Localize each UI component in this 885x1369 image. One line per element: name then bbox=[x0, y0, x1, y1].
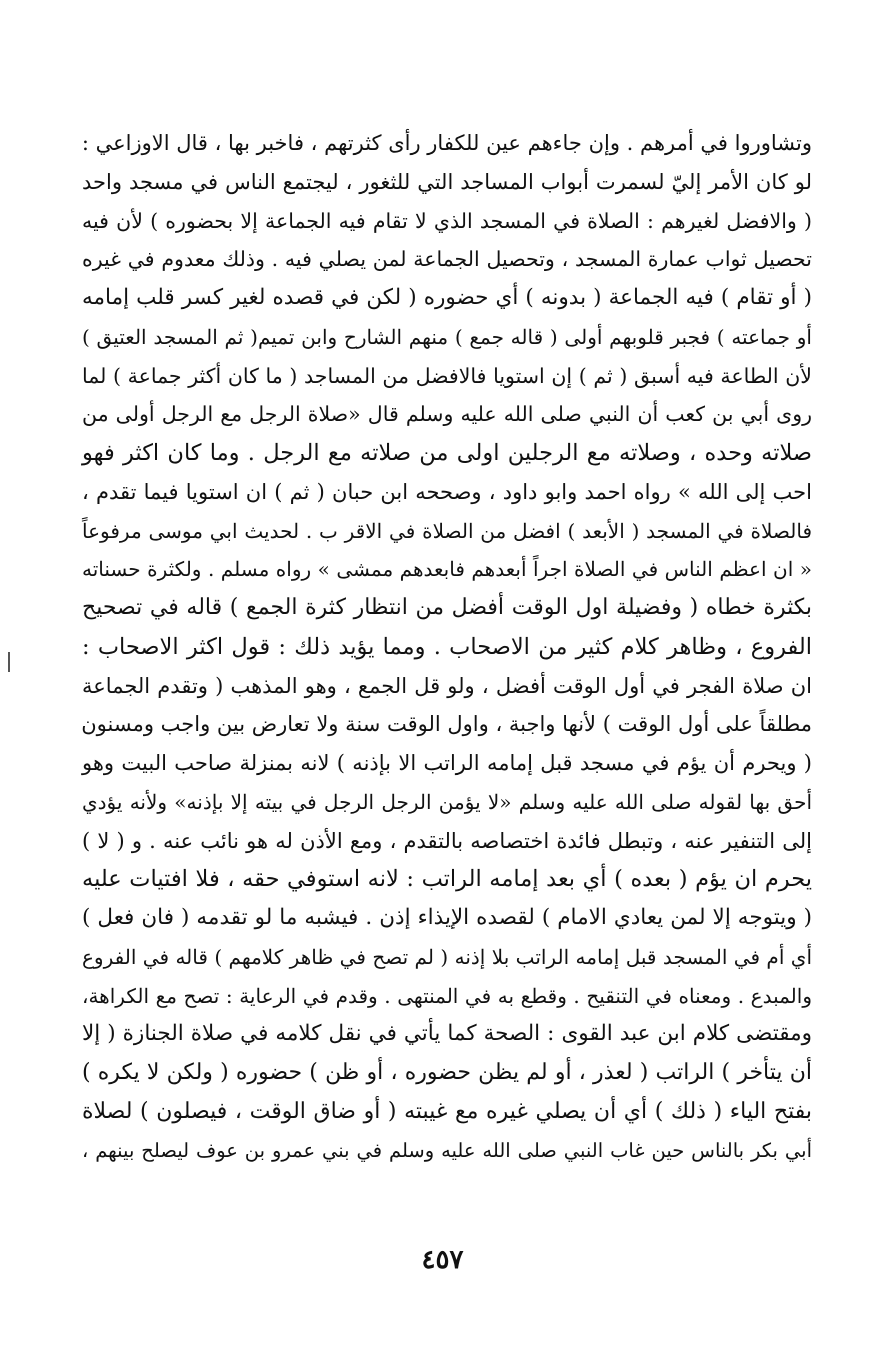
text-line: الفروع ، وظاهر كلام كثير من الاصحاب . ومما يؤيد ذلك : قول اكثر الاصحاب : bbox=[82, 633, 812, 660]
text-line: صلاته وحده ، وصلاته مع الرجلين اولى من صلاته مع الرجل . وما كان اكثر فهو bbox=[82, 440, 812, 466]
text-line: أو جماعته ) فجبر قلوبهم أولى ( قاله جمع ) منهم الشارح وابن تميم( ثم المسجد العتيق ) bbox=[82, 324, 812, 349]
text-line: تحصيل ثواب عمارة المسجد ، وتحصيل الجماعة لمن يصلي فيه . وذلك معدوم في غيره bbox=[82, 247, 812, 272]
text-line: يحرم ان يؤم ( بعده ) أي بعد إمامه الراتب : لانه استوفي حقه ، فلا افتيات عليه bbox=[82, 866, 812, 893]
text-line: روى أبي بن كعب أن النبي صلى الله عليه وسلم قال «صلاة الرجل مع الرجل أولى من bbox=[82, 402, 812, 427]
text-line: فالصلاة في المسجد ( الأبعد ) افضل من الصلاة في الاقر ب . لحديث ابي موسى مرفوعاً bbox=[82, 518, 812, 543]
text-line: مطلقاً على أول الوقت ) لأنها واجبة ، واول الوقت سنة ولا تعارض بين واجب ومسنون bbox=[81, 712, 812, 737]
text-line: إلى التنفير عنه ، وتبطل فائدة اختصاصه بالتقدم ، ومع الأذن له هو نائب عنه . و ( لا ) bbox=[82, 828, 812, 853]
page-body-text bbox=[82, 124, 812, 1170]
text-line: أي أم في المسجد قبل إمامه الراتب بلا إذنه ( لم تصح في ظاهر كلامهم ) قاله في الفروع bbox=[82, 944, 812, 969]
text-line: لو كان الأمر إليّ لسمرت أبواب المساجد التي للثغور ، ليجتمع الناس في مسجد واحد bbox=[82, 169, 812, 194]
text-line: ان صلاة الفجر في أول الوقت أفضل ، ولو قل الجمع ، وهو المذهب ( وتقدم الجماعة bbox=[82, 673, 812, 698]
text-line: أحق بها لقوله صلى الله عليه وسلم «لا يؤمن الرجل الرجل في بيته إلا بإذنه» ولأنه يؤدي bbox=[82, 789, 812, 814]
text-line: أن يتأخر ) الراتب ( لعذر ، أو لم يظن حضوره ، أو ظن ) حضوره ( ولكن لا يكره ) bbox=[82, 1060, 812, 1085]
margin-mark bbox=[8, 652, 10, 672]
text-line: أبي بكر بالناس حين غاب النبي صلى الله عليه وسلم في بني عمرو بن عوف ليصلح بينهم ، bbox=[82, 1138, 812, 1162]
text-line: ( ويتوجه إلا لمن يعادي الامام ) لقصده الإيذاء إذن . فيشبه ما لو تقدمه ( فان فعل ) bbox=[82, 905, 812, 930]
text-line: ومقتضى كلام ابن عبد القوى : الصحة كما يأتي في نقل كلامه في صلاة الجنازة ( إلا bbox=[82, 1021, 812, 1047]
text-line: احب إلى الله » رواه احمد وابو داود ، وصححه ابن حبان ( ثم ) ان استويا فيما تقدم ، bbox=[82, 479, 812, 504]
text-line: « ان اعظم الناس في الصلاة اجراً أبعدهم فابعدهم ممشى » رواه مسلم . ولكثرة حسناته bbox=[82, 557, 812, 582]
text-line: لأن الطاعة فيه أسبق ( ثم ) إن استويا فالافضل من المساجد ( ما كان أكثر جماعة ) لما bbox=[82, 363, 812, 388]
text-line: والمبدع . ومعناه في التنقيح . وقطع به في المنتهى . وقدم في الرعاية : تصح مع الكراهة، bbox=[82, 983, 812, 1008]
text-line: وتشاوروا في أمرهم . وإن جاءهم عين للكفار رأى كثرتهم ، فاخبر بها ، قال الاوزاعي : bbox=[81, 131, 812, 155]
text-line: ( أو تقام ) فيه الجماعة ( بدونه ) أي حضوره ( لكن في قصده لغير كسر قلب إمامه bbox=[82, 285, 812, 310]
page-number: ٤٥٧ bbox=[421, 1245, 464, 1275]
text-line: بفتح الياء ( ذلك ) أي أن يصلي غيره مع غيبته ( أو ضاق الوقت ، فيصلون ) لصلاة bbox=[82, 1098, 812, 1124]
text-line: بكثرة خطاه ( وفضيلة اول الوقت أفضل من انتظار كثرة الجمع ) قاله في تصحيح bbox=[82, 595, 812, 620]
text-line: ( ويحرم أن يؤم في مسجد قبل إمامه الراتب الا بإذنه ) لانه بمنزلة صاحب البيت وهو bbox=[82, 751, 812, 775]
text-line: ( والافضل لغيرهم : الصلاة في المسجد الذي لا تقام فيه الجماعة إلا بحضوره ) لأن فيه bbox=[82, 208, 812, 233]
